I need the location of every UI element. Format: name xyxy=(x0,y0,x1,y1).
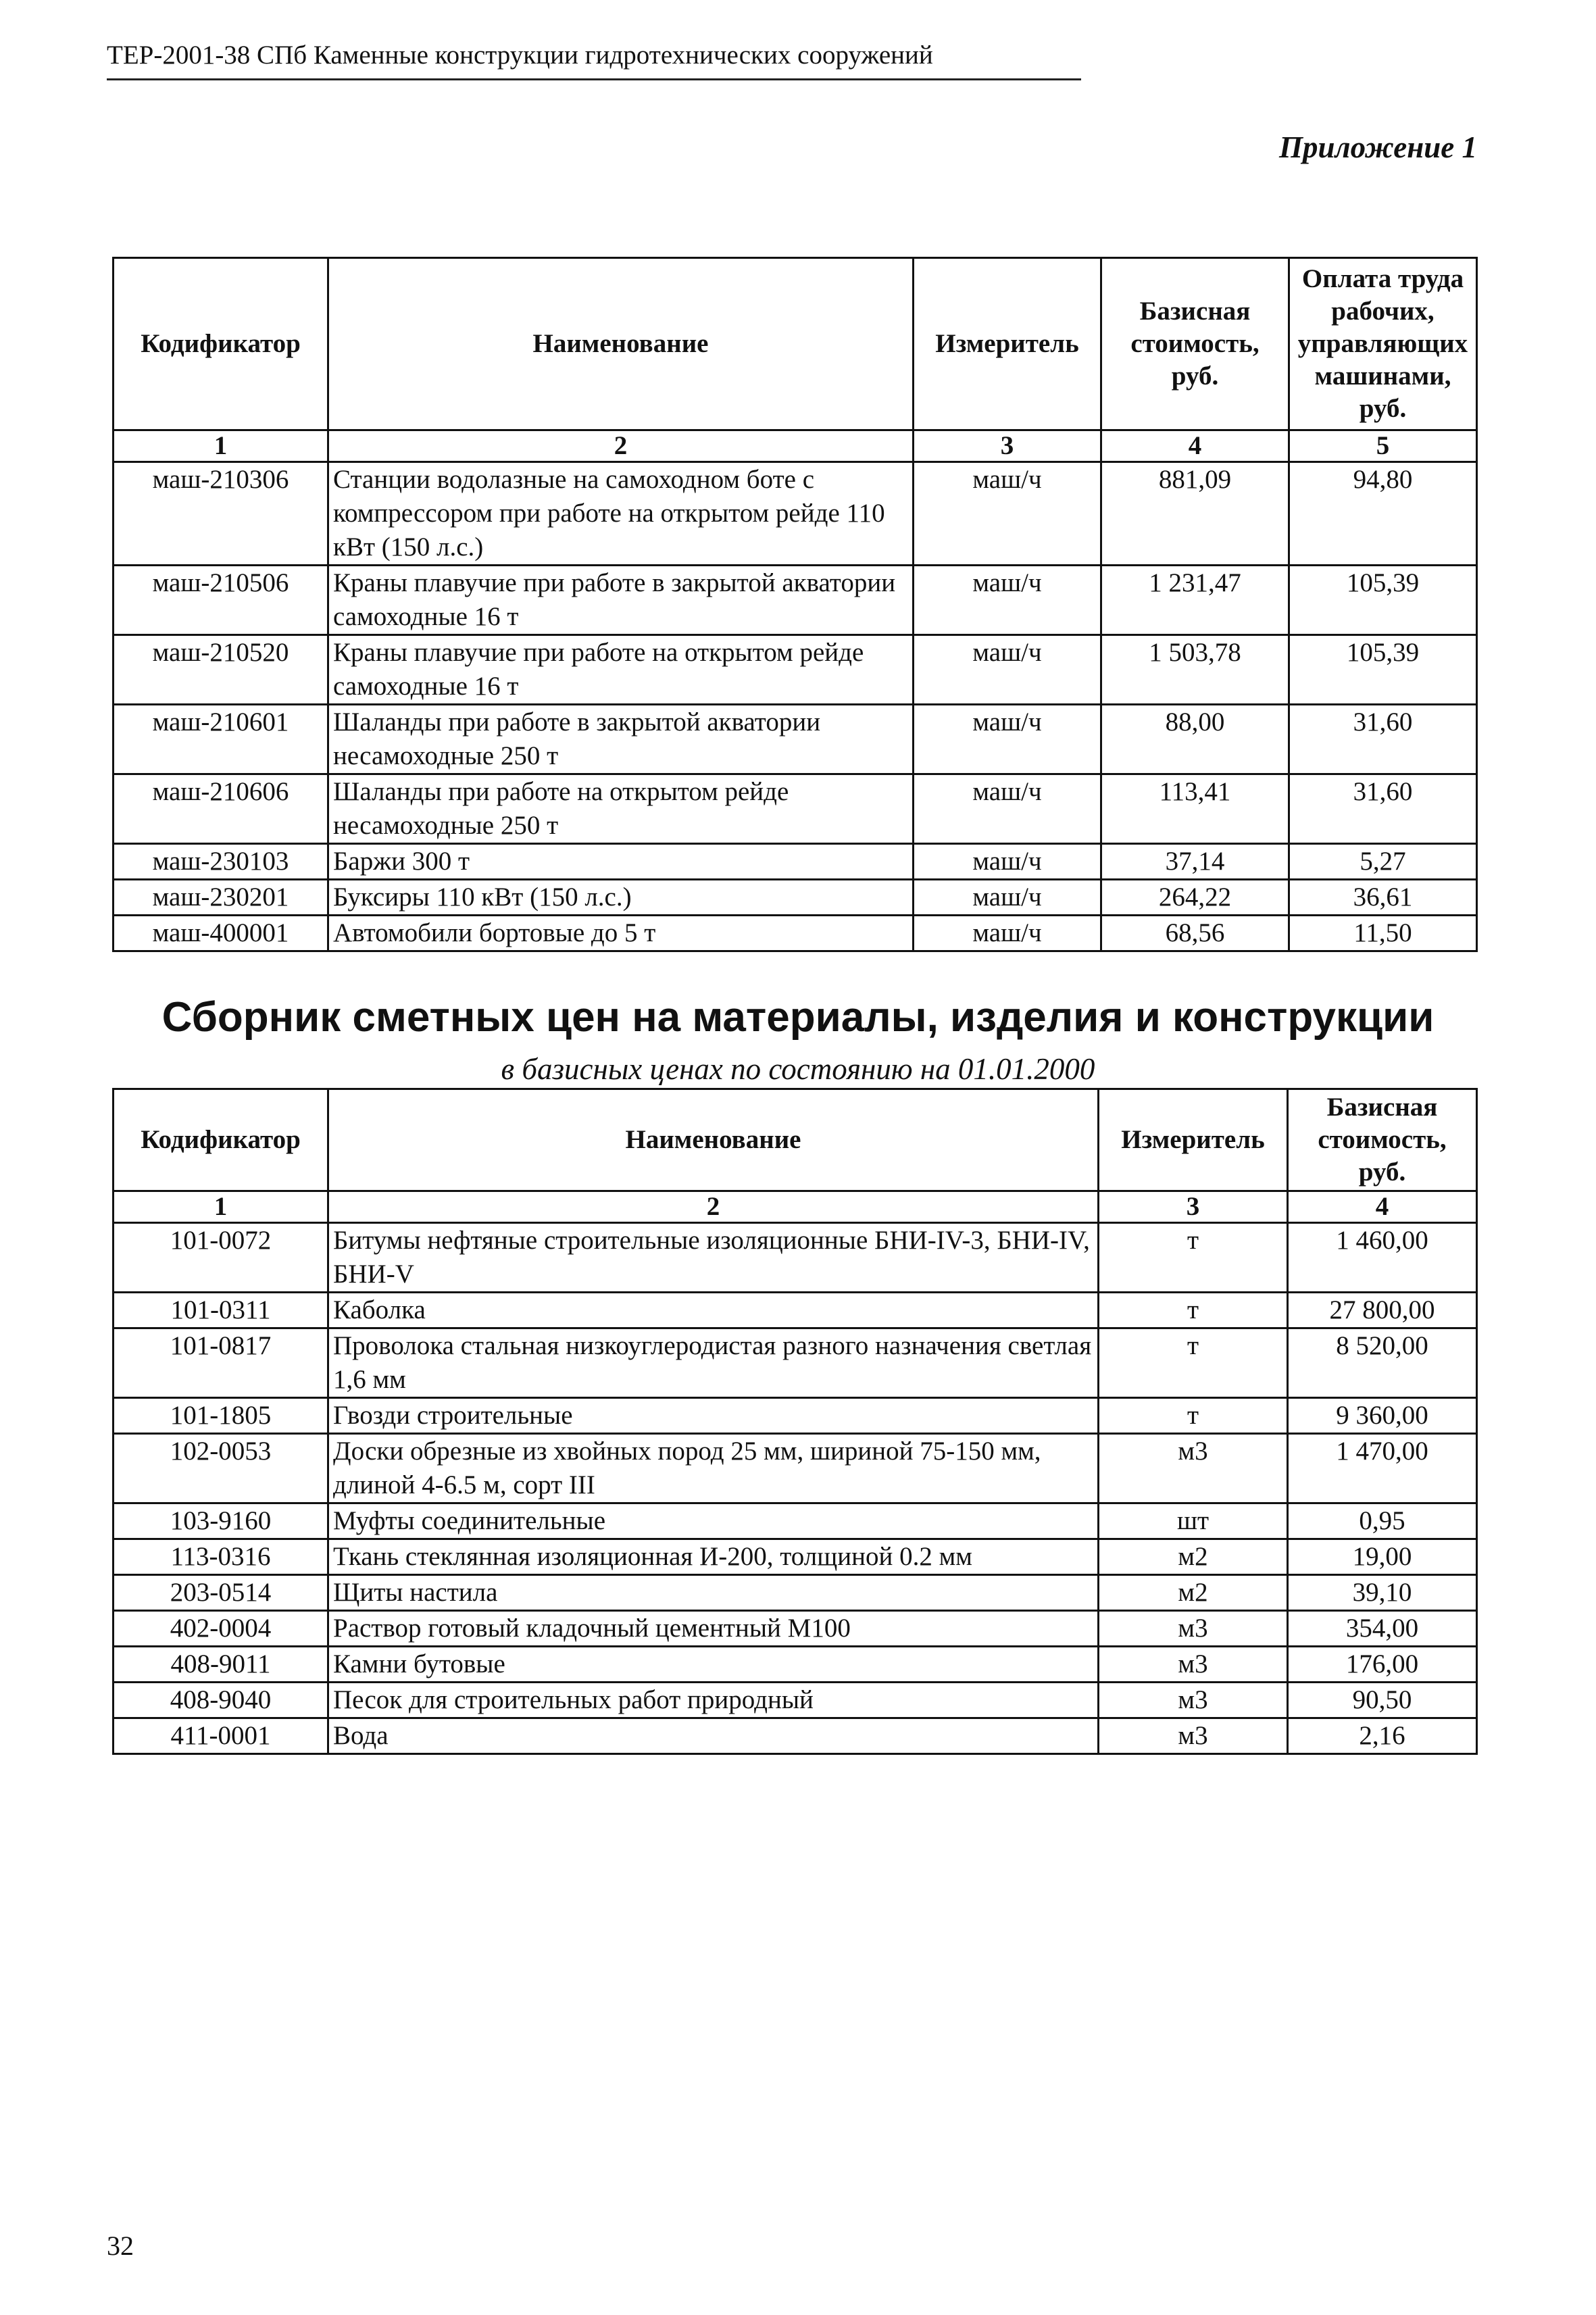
materials-table xyxy=(112,1088,1478,1755)
cell-name: Каболка xyxy=(328,1293,1099,1328)
cell-name: Гвозди строительные xyxy=(328,1398,1099,1434)
cell-unit: т xyxy=(1099,1398,1288,1434)
column-number: 3 xyxy=(914,430,1101,462)
cell-cost: 264,22 xyxy=(1101,880,1289,916)
cell-name: Доски обрезные из хвойных пород 25 мм, шириной 75-150 мм, длиной 4-6.5 м, сорт III xyxy=(328,1434,1099,1503)
cell-wage: 36,61 xyxy=(1289,880,1477,916)
table-row xyxy=(114,1293,1477,1328)
cell-cost: 176,00 xyxy=(1288,1647,1477,1683)
page-number: 32 xyxy=(107,2231,134,2261)
column-header: Базисная стоимость, руб. xyxy=(1101,258,1289,430)
cell-unit: м2 xyxy=(1099,1575,1288,1611)
table-row xyxy=(114,1398,1477,1434)
cell-cost: 2,16 xyxy=(1288,1718,1477,1754)
table-row xyxy=(114,566,1477,635)
cell-unit: маш/ч xyxy=(914,916,1101,951)
table-row xyxy=(114,1718,1477,1754)
cell-cost: 39,10 xyxy=(1288,1575,1477,1611)
cell-unit: м3 xyxy=(1099,1434,1288,1503)
cell-name: Буксиры 110 кВт (150 л.с.) xyxy=(328,880,914,916)
cell-code: маш-400001 xyxy=(114,916,328,951)
column-number: 1 xyxy=(114,1191,328,1223)
cell-cost: 90,50 xyxy=(1288,1683,1477,1718)
cell-name: Вода xyxy=(328,1718,1099,1754)
column-number: 5 xyxy=(1289,430,1477,462)
cell-cost: 88,00 xyxy=(1101,705,1289,774)
column-header: Базисная стоимость, руб. xyxy=(1288,1089,1477,1191)
column-number: 4 xyxy=(1101,430,1289,462)
cell-unit: маш/ч xyxy=(914,844,1101,880)
cell-name: Раствор готовый кладочный цементный М100 xyxy=(328,1611,1099,1647)
table-row xyxy=(114,1539,1477,1575)
cell-code: 101-0817 xyxy=(114,1328,328,1398)
materials-table-body xyxy=(114,1223,1477,1754)
column-header: Измеритель xyxy=(1099,1089,1288,1191)
cell-code: 101-0311 xyxy=(114,1293,328,1328)
materials-table-header xyxy=(114,1089,1477,1191)
cell-name: Краны плавучие при работе на открытом рейде самоходные 16 т xyxy=(328,635,914,705)
cell-unit: шт xyxy=(1099,1503,1288,1539)
machines-table-body xyxy=(114,462,1477,951)
materials-section-title: Сборник сметных цен на материалы, изделия и конструкции xyxy=(161,994,1435,1041)
table-row xyxy=(114,916,1477,951)
column-number-row xyxy=(114,1191,1477,1223)
table-row xyxy=(114,1647,1477,1683)
cell-code: 103-9160 xyxy=(114,1503,328,1539)
cell-wage: 11,50 xyxy=(1289,916,1477,951)
table-row xyxy=(114,1434,1477,1503)
cell-cost: 27 800,00 xyxy=(1288,1293,1477,1328)
cell-cost: 0,95 xyxy=(1288,1503,1477,1539)
cell-code: маш-230201 xyxy=(114,880,328,916)
cell-code: маш-210506 xyxy=(114,566,328,635)
column-number: 3 xyxy=(1099,1191,1288,1223)
cell-cost: 354,00 xyxy=(1288,1611,1477,1647)
cell-unit: т xyxy=(1099,1293,1288,1328)
column-number-row xyxy=(114,430,1477,462)
cell-name: Проволока стальная низкоуглеродистая разного назначения светлая 1,6 мм xyxy=(328,1328,1099,1398)
cell-wage: 31,60 xyxy=(1289,774,1477,844)
cell-name: Битумы нефтяные строительные изоляционные БНИ-IV-3, БНИ-IV, БНИ-V xyxy=(328,1223,1099,1293)
cell-name: Шаланды при работе в закрытой акватории несамоходные 250 т xyxy=(328,705,914,774)
cell-unit: м2 xyxy=(1099,1539,1288,1575)
cell-code: 203-0514 xyxy=(114,1575,328,1611)
table-row xyxy=(114,1611,1477,1647)
table-row xyxy=(114,1575,1477,1611)
table-row xyxy=(114,774,1477,844)
cell-code: 408-9011 xyxy=(114,1647,328,1683)
column-number: 2 xyxy=(328,430,914,462)
cell-name: Ткань стеклянная изоляционная И-200, толщиной 0.2 мм xyxy=(328,1539,1099,1575)
cell-cost: 37,14 xyxy=(1101,844,1289,880)
appendix-label: Приложение 1 xyxy=(1279,130,1477,164)
cell-cost: 19,00 xyxy=(1288,1539,1477,1575)
cell-wage: 31,60 xyxy=(1289,705,1477,774)
table-row xyxy=(114,1328,1477,1398)
cell-name: Муфты соединительные xyxy=(328,1503,1099,1539)
cell-code: 408-9040 xyxy=(114,1683,328,1718)
table-row xyxy=(114,880,1477,916)
cell-name: Автомобили бортовые до 5 т xyxy=(328,916,914,951)
cell-cost: 8 520,00 xyxy=(1288,1328,1477,1398)
cell-code: маш-210601 xyxy=(114,705,328,774)
machines-table xyxy=(112,257,1478,952)
column-header: Кодификатор xyxy=(114,1089,328,1191)
cell-cost: 1 231,47 xyxy=(1101,566,1289,635)
cell-unit: т xyxy=(1099,1328,1288,1398)
machines-table-header xyxy=(114,258,1477,430)
table-row xyxy=(114,1223,1477,1293)
cell-wage: 94,80 xyxy=(1289,462,1477,566)
column-header: Оплата труда рабочих, управляющих машинами, руб. xyxy=(1289,258,1477,430)
cell-code: 113-0316 xyxy=(114,1539,328,1575)
cell-cost: 1 470,00 xyxy=(1288,1434,1477,1503)
cell-unit: маш/ч xyxy=(914,705,1101,774)
cell-unit: маш/ч xyxy=(914,635,1101,705)
table-row xyxy=(114,635,1477,705)
cell-wage: 105,39 xyxy=(1289,566,1477,635)
cell-cost: 113,41 xyxy=(1101,774,1289,844)
cell-cost: 881,09 xyxy=(1101,462,1289,566)
cell-wage: 5,27 xyxy=(1289,844,1477,880)
column-header: Измеритель xyxy=(914,258,1101,430)
column-header: Наименование xyxy=(328,258,914,430)
cell-unit: маш/ч xyxy=(914,774,1101,844)
cell-code: 101-1805 xyxy=(114,1398,328,1434)
cell-unit: маш/ч xyxy=(914,880,1101,916)
cell-unit: м3 xyxy=(1099,1611,1288,1647)
cell-code: маш-210520 xyxy=(114,635,328,705)
cell-name: Камни бутовые xyxy=(328,1647,1099,1683)
cell-unit: м3 xyxy=(1099,1647,1288,1683)
cell-unit: т xyxy=(1099,1223,1288,1293)
table-row xyxy=(114,1683,1477,1718)
column-number: 1 xyxy=(114,430,328,462)
cell-unit: м3 xyxy=(1099,1718,1288,1754)
table-row xyxy=(114,462,1477,566)
cell-cost: 1 460,00 xyxy=(1288,1223,1477,1293)
cell-cost: 68,56 xyxy=(1101,916,1289,951)
cell-name: Песок для строительных работ природный xyxy=(328,1683,1099,1718)
cell-name: Станции водолазные на самоходном боте с компрессором при работе на открытом рейде 110 кВт (150 л.с.) xyxy=(328,462,914,566)
running-header: ТЕР-2001-38 СПб Каменные конструкции гидротехнических сооружений xyxy=(107,36,1081,80)
cell-code: маш-210606 xyxy=(114,774,328,844)
cell-code: 402-0004 xyxy=(114,1611,328,1647)
cell-cost: 9 360,00 xyxy=(1288,1398,1477,1434)
table-row xyxy=(114,1503,1477,1539)
column-number: 4 xyxy=(1288,1191,1477,1223)
table-row xyxy=(114,844,1477,880)
cell-wage: 105,39 xyxy=(1289,635,1477,705)
cell-code: маш-230103 xyxy=(114,844,328,880)
cell-unit: м3 xyxy=(1099,1683,1288,1718)
column-header: Наименование xyxy=(328,1089,1099,1191)
table-row xyxy=(114,705,1477,774)
cell-name: Щиты настила xyxy=(328,1575,1099,1611)
cell-name: Шаланды при работе на открытом рейде несамоходные 250 т xyxy=(328,774,914,844)
column-header: Кодификатор xyxy=(114,258,328,430)
cell-code: 101-0072 xyxy=(114,1223,328,1293)
cell-unit: маш/ч xyxy=(914,462,1101,566)
cell-name: Краны плавучие при работе в закрытой акватории самоходные 16 т xyxy=(328,566,914,635)
cell-code: маш-210306 xyxy=(114,462,328,566)
cell-name: Баржи 300 т xyxy=(328,844,914,880)
cell-unit: маш/ч xyxy=(914,566,1101,635)
cell-code: 102-0053 xyxy=(114,1434,328,1503)
materials-section-subtitle: в базисных ценах по состоянию на 01.01.2000 xyxy=(501,1052,1095,1086)
cell-code: 411-0001 xyxy=(114,1718,328,1754)
column-number: 2 xyxy=(328,1191,1099,1223)
cell-cost: 1 503,78 xyxy=(1101,635,1289,705)
